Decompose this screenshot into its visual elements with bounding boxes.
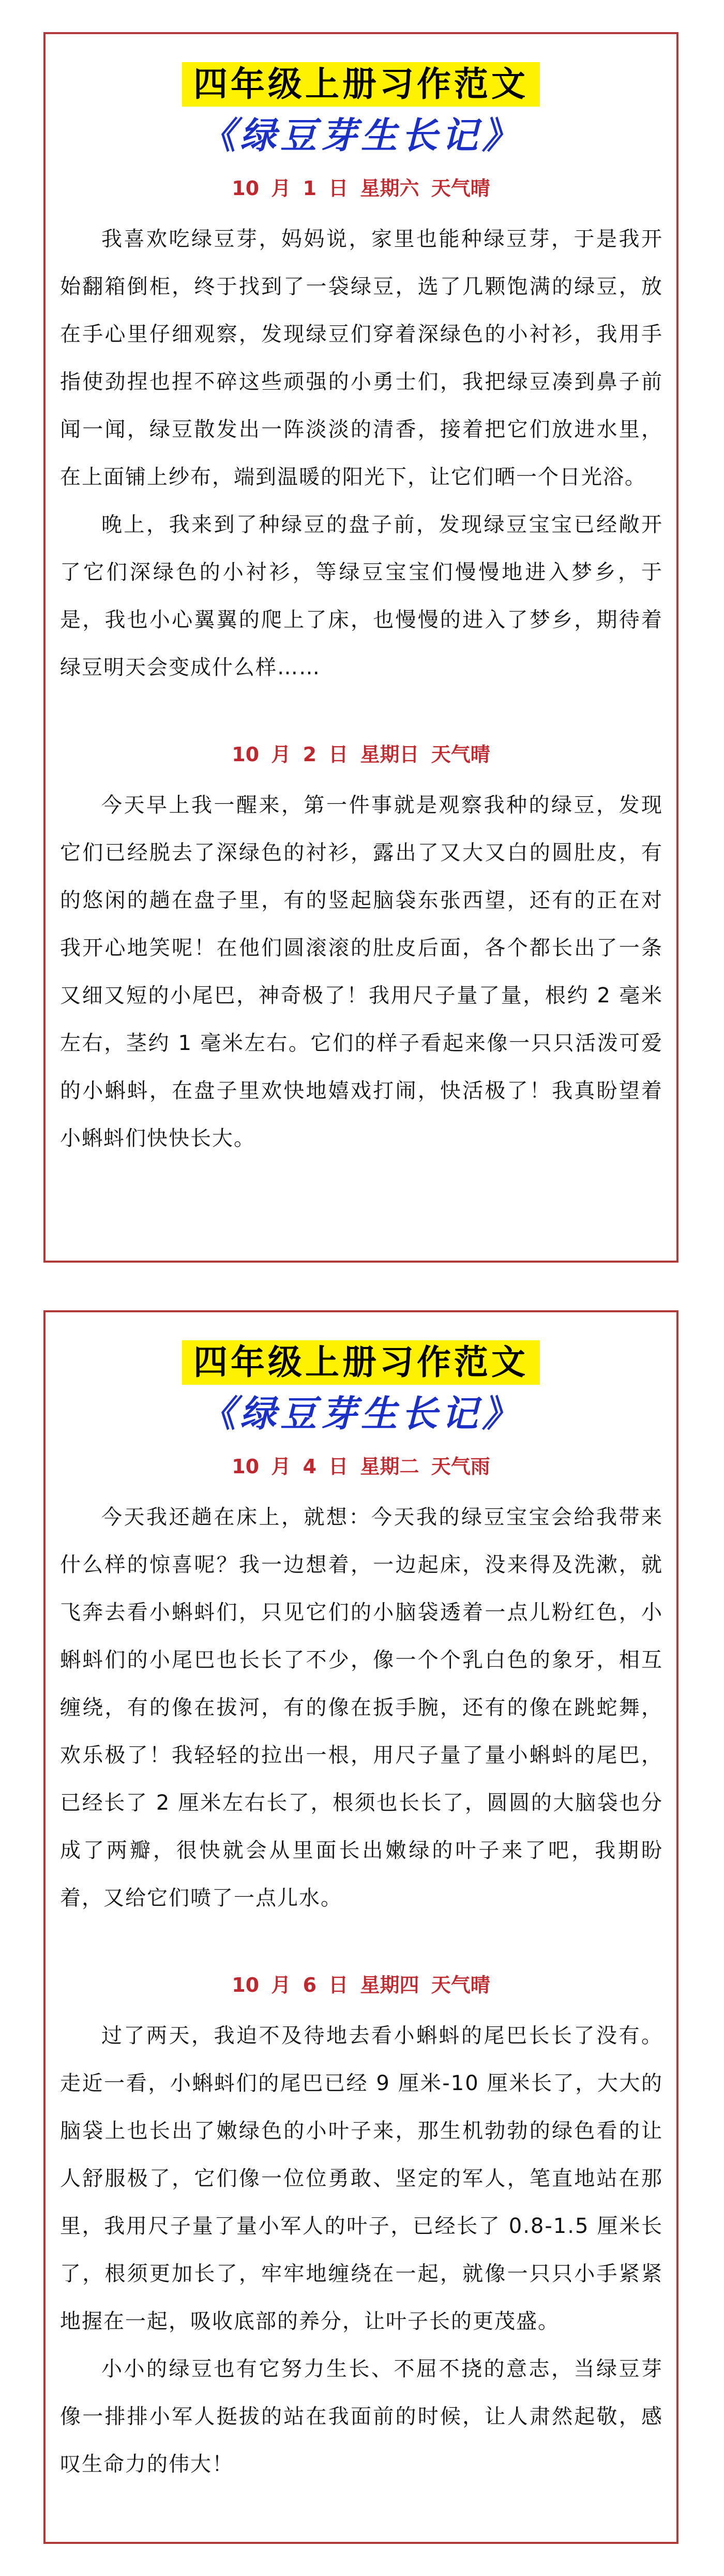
paragraph: 今天早上我一醒来，第一件事就是观察我种的绿豆，发现它们已经脱去了深绿色的衬衫，露出了又大又白的圆肚皮，有的悠闲的趟在盘子里，有的竖起脑袋东张西望，还有的正在对我开心地笑呢！在他们圆滚滚的肚皮后面，各个都长出了一条又细又短的小尾巴，神奇极了！我用尺子量了量，根约 2 毫米左右，茎约 1 毫米左右。它们的样子看起来像一只只活泼可爱的小蝌蚪，在盘子里欢快地嬉戏打闹，快活极了！我真盼望着小蝌蚪们快快长大。 [60, 793, 663, 1150]
paragraph: 过了两天，我迫不及待地去看小蝌蚪的尾巴长长了没有。走近一看，小蝌蚪们的尾巴已经 9 厘米-10 厘米长了，大大的脑袋上也长出了嫩绿色的小叶子来，那生机勃勃的绿色看的让人舒服极了，它们像一位位勇敢、坚定的军人，笔直地站在那里，我用尺子量了量小军人的叶子，已经长了 0.8-1.5 厘米长了，根须更加长了，牢牢地缠绕在一起，就像一只只小手紧紧地握在一起，吸收底部的养分，让叶子长的更茂盛。 [60, 2024, 663, 2333]
essay-card-2 [43, 1310, 678, 2544]
entry-body [46, 781, 676, 1162]
title-block [46, 62, 676, 159]
entry-date: 10 月 2 日 星期日 天气晴 [232, 743, 490, 766]
title-block [46, 1340, 676, 1438]
page-title: 四年级上册习作范文 [182, 1340, 540, 1385]
entry-date: 10 月 4 日 星期二 天气雨 [232, 1455, 490, 1478]
entry-date: 10 月 1 日 星期六 天气晴 [232, 177, 490, 200]
page-title: 四年级上册习作范文 [182, 62, 540, 107]
essay-card-1 [43, 32, 678, 1263]
entry-date: 10 月 6 日 星期四 天气晴 [232, 1974, 490, 1996]
entry-body [46, 1493, 676, 1922]
paragraph: 晚上，我来到了种绿豆的盘子前，发现绿豆宝宝已经敞开了它们深绿色的小衬衫，等绿豆宝宝们慢慢地进入梦乡，于是，我也小心翼翼的爬上了床，也慢慢的进入了梦乡，期待着绿豆明天会变成什么样…… [60, 513, 663, 679]
entry-body [46, 215, 676, 691]
paragraph: 小小的绿豆也有它努力生长、不屈不挠的意志，当绿豆芽像一排排小军人挺拔的站在我面前的时候，让人肃然起敬，感叹生命力的伟大！ [60, 2357, 663, 2476]
paragraph: 今天我还趟在床上，就想：今天我的绿豆宝宝会给我带来什么样的惊喜呢？我一边想着，一边起床，没来得及洗漱，就飞奔去看小蝌蚪们，只见它们的小脑袋透着一点儿粉红色，小蝌蚪们的小尾巴也长长了不少，像一个个乳白色的象牙，相互缠绕，有的像在拔河，有的像在扳手腕，还有的像在跳蛇舞，欢乐极了！我轻轻的拉出一根，用尺子量了量小蝌蚪的尾巴，已经长了 2 厘米左右长了，根须也长长了，圆圆的大脑袋也分成了两瓣，很快就会从里面长出嫩绿的叶子来了吧，我期盼着，又给它们喷了一点儿水。 [60, 1505, 663, 1910]
essay-subtitle: 《绿豆芽生长记》 [200, 114, 522, 157]
paragraph: 我喜欢吃绿豆芽，妈妈说，家里也能种绿豆芽，于是我开始翻箱倒柜，终于找到了一袋绿豆，选了几颗饱满的绿豆，放在手心里仔细观察，发现绿豆们穿着深绿色的小衬衫，我用手指使劲捏也捏不碎这些顽强的小勇士们，我把绿豆凑到鼻子前闻一闻，绿豆散发出一阵淡淡的清香，接着把它们放进水里，在上面铺上纱布，端到温暖的阳光下，让它们晒一个日光浴。 [60, 227, 663, 489]
entry-body [46, 2012, 676, 2488]
essay-subtitle: 《绿豆芽生长记》 [200, 1393, 522, 1435]
